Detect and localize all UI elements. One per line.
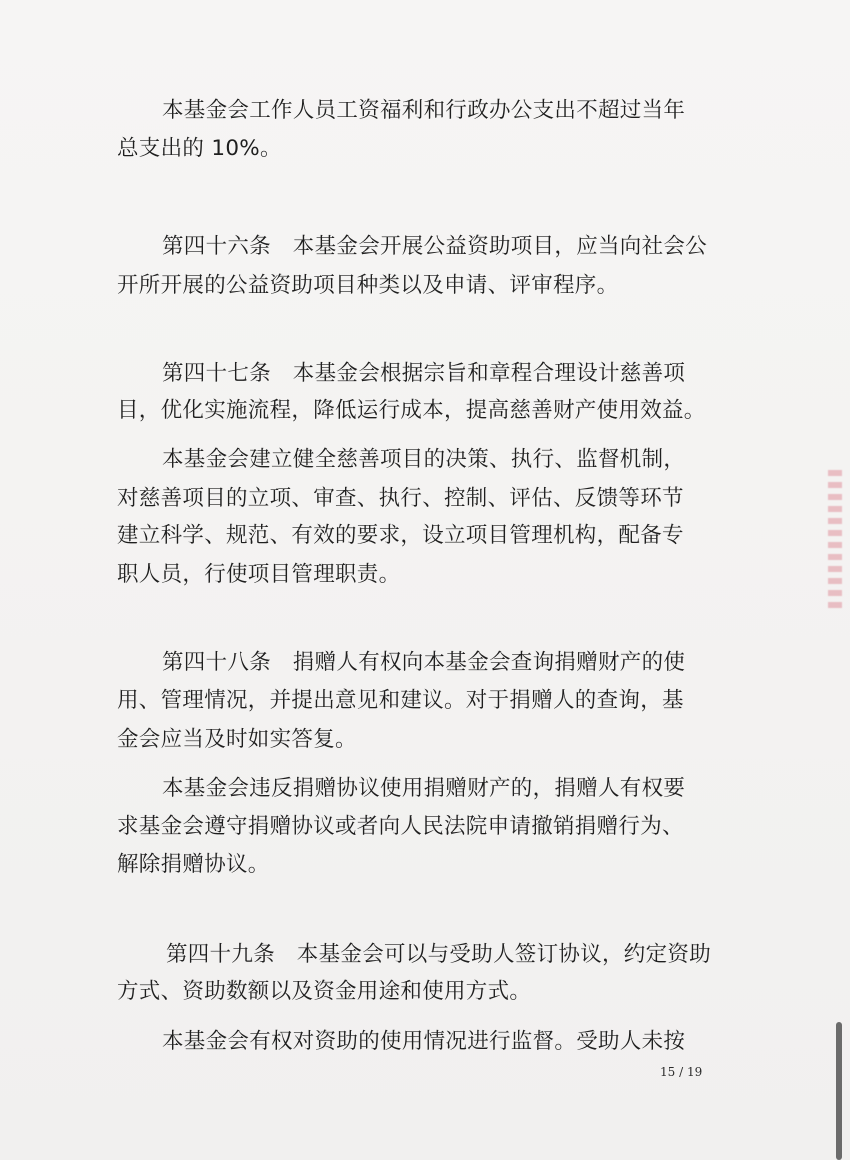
text-line: 解除捐赠协议。 <box>117 852 270 877</box>
text-line: 第四十六条 本基金会开展公益资助项目，应当向社会公 <box>162 234 708 259</box>
text-line: 方式、资助数额以及资金用途和使用方式。 <box>117 979 532 1004</box>
text-line: 金会应当及时如实答复。 <box>117 727 357 752</box>
text-line: 本基金会有权对资助的使用情况进行监督。受助人未按 <box>162 1029 686 1054</box>
text-line: 职人员，行使项目管理职责。 <box>117 562 401 587</box>
text-line: 建立科学、规范、有效的要求，设立项目管理机构，配备专 <box>117 523 684 548</box>
text-line: 用、管理情况，并提出意见和建议。对于捐赠人的查询，基 <box>117 688 684 713</box>
scrollbar[interactable] <box>836 1022 842 1160</box>
page-number: 15 / 19 <box>660 1065 703 1079</box>
text-line: 目，优化实施流程，降低运行成本，提高慈善财产使用效益。 <box>117 398 706 423</box>
text-line: 本基金会工作人员工资福利和行政办公支出不超过当年 <box>162 98 686 123</box>
text-line: 对慈善项目的立项、审查、执行、控制、评估、反馈等环节 <box>117 486 684 511</box>
text-line: 总支出的 10%。 <box>117 136 282 161</box>
text-line: 开所开展的公益资助项目种类以及申请、评审程序。 <box>117 273 619 298</box>
text-line: 本基金会违反捐赠协议使用捐赠财产的，捐赠人有权要 <box>162 776 686 801</box>
seal-stamp <box>828 470 842 610</box>
text-line: 求基金会遵守捐赠协议或者向人民法院申请撤销捐赠行为、 <box>117 814 684 839</box>
text-line: 第四十七条 本基金会根据宗旨和章程合理设计慈善项 <box>162 361 686 386</box>
text-line: 第四十八条 捐赠人有权向本基金会查询捐赠财产的使 <box>162 650 686 675</box>
text-line: 第四十九条 本基金会可以与受助人签订协议，约定资助 <box>166 942 712 967</box>
text-line: 本基金会建立健全慈善项目的决策、执行、监督机制， <box>162 447 686 472</box>
